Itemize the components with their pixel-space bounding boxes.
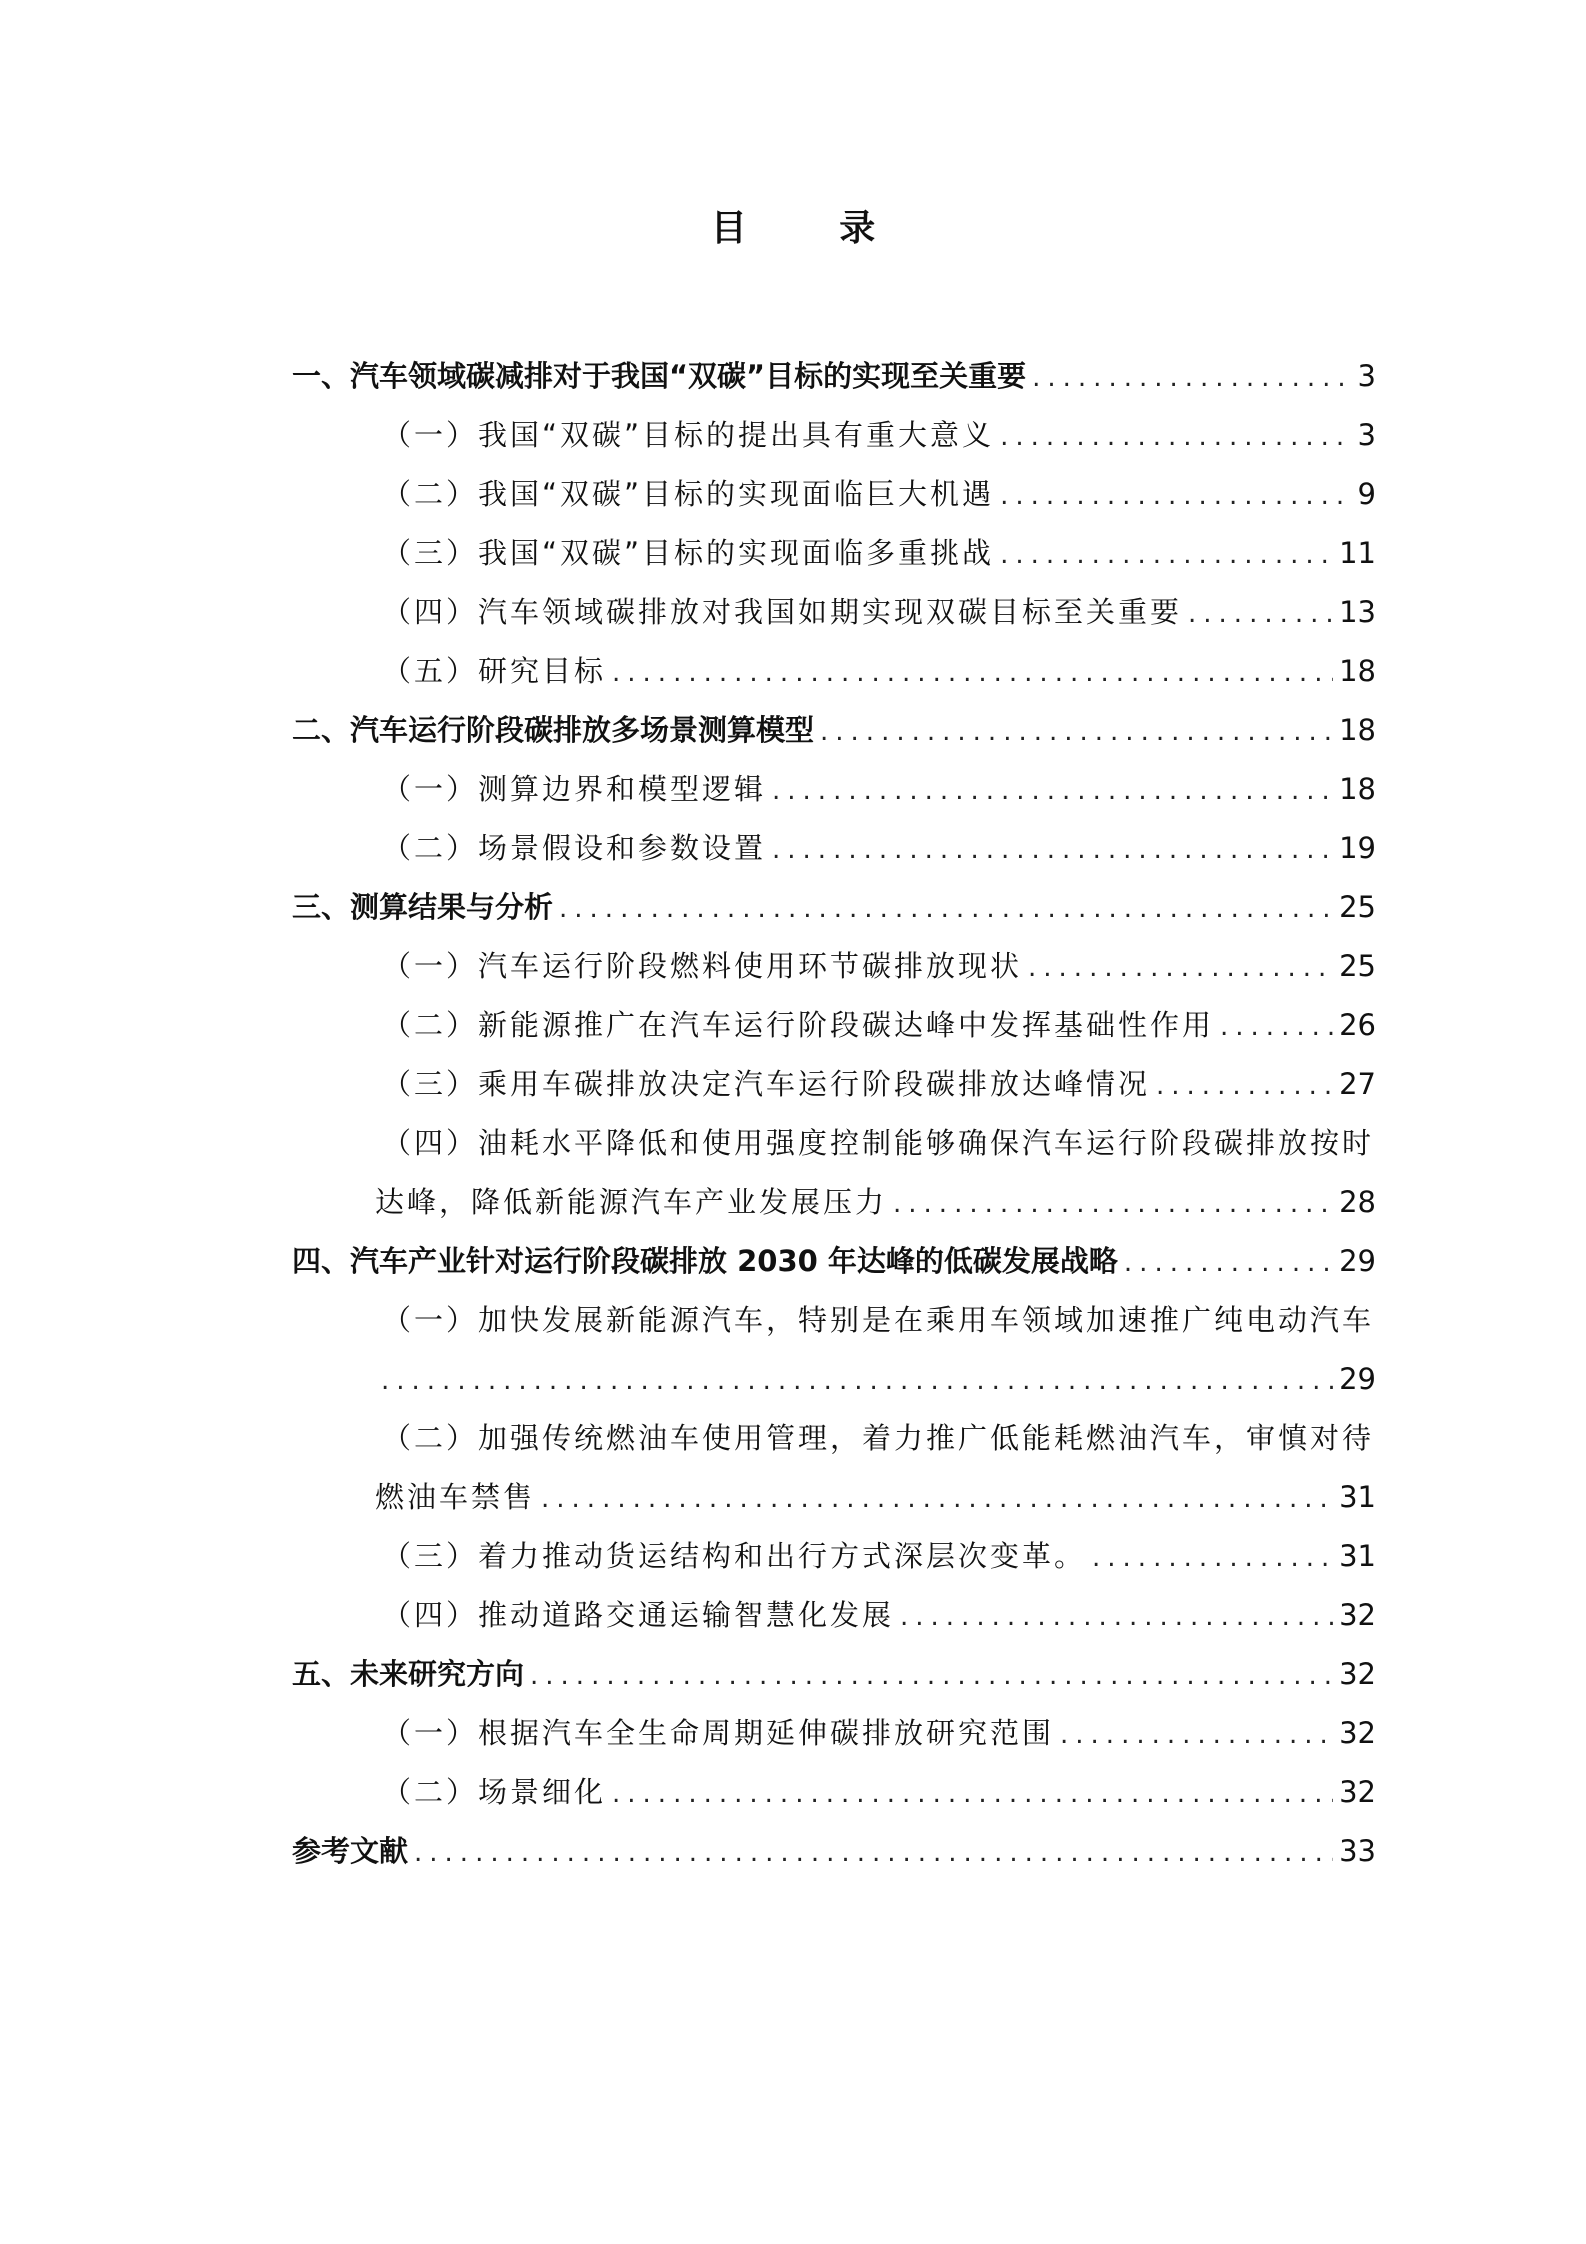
toc-entry-continuation[interactable] <box>375 1355 1376 1403</box>
leader-dots <box>1092 1534 1333 1582</box>
leader-dots <box>1220 1003 1333 1051</box>
toc-entry-page: 33 <box>1339 1834 1376 1868</box>
toc-entry-label: （二）新能源推广在汽车运行阶段碳达峰中发挥基础性作用 <box>382 1008 1215 1042</box>
toc-entry-label: （二）场景假设和参数设置 <box>382 831 767 865</box>
toc-entry-label: 参考文献 <box>292 1834 409 1868</box>
toc-entry-page: 28 <box>1339 1185 1376 1219</box>
toc-entry[interactable] <box>382 1591 1376 1639</box>
toc-entry[interactable] <box>382 1414 1376 1462</box>
leader-dots <box>1000 472 1351 520</box>
toc-entry-label: （二）我国“双碳”目标的实现面临巨大机遇 <box>382 477 995 511</box>
toc-entry-page: 26 <box>1339 1008 1376 1042</box>
leader-dots <box>1060 1711 1333 1759</box>
toc-entry[interactable] <box>382 765 1376 813</box>
leader-dots <box>772 767 1333 815</box>
toc-entry[interactable] <box>382 647 1376 695</box>
toc-entry-label: （二）加强传统燃油车使用管理，着力推广低能耗燃油汽车，审慎对待 <box>382 1421 1375 1455</box>
toc-entry[interactable] <box>382 1768 1376 1816</box>
leader-dots <box>414 1829 1333 1877</box>
leader-dots <box>559 885 1333 933</box>
toc-entry[interactable] <box>382 411 1376 459</box>
toc-entry[interactable] <box>382 942 1376 990</box>
toc-entry-page: 18 <box>1339 713 1376 747</box>
toc-entry-label: 燃油车禁售 <box>375 1480 536 1514</box>
leader-dots <box>530 1652 1333 1700</box>
toc-entry-label: 达峰，降低新能源汽车产业发展压力 <box>375 1185 888 1219</box>
toc-entry-page: 19 <box>1339 831 1376 865</box>
leader-dots <box>1000 531 1333 579</box>
toc-entry-page: 3 <box>1357 418 1376 452</box>
toc-entry-page: 18 <box>1339 654 1376 688</box>
toc-entry[interactable] <box>292 706 1376 754</box>
leader-dots <box>1032 354 1351 402</box>
toc-entry-label: （二）场景细化 <box>382 1775 607 1809</box>
toc-entry-page: 9 <box>1357 477 1376 511</box>
toc-entry-label: （一）根据汽车全生命周期延伸碳排放研究范围 <box>382 1716 1055 1750</box>
leader-dots <box>612 1770 1333 1818</box>
toc-entry-page: 18 <box>1339 772 1376 806</box>
toc-entry[interactable] <box>382 1532 1376 1580</box>
toc-entry-continuation[interactable] <box>375 1178 1376 1226</box>
toc-entry-page: 32 <box>1339 1716 1376 1750</box>
toc-entry-label: （四）推动道路交通运输智慧化发展 <box>382 1598 895 1632</box>
toc-entry-page: 32 <box>1339 1657 1376 1691</box>
toc-entry-label: （五）研究目标 <box>382 654 607 688</box>
leader-dots <box>1156 1062 1333 1110</box>
leader-dots <box>820 708 1333 756</box>
page-title: 目 录 <box>710 208 916 249</box>
toc-entry-label: 三、测算结果与分析 <box>292 890 554 924</box>
toc-entry-label: （三）我国“双碳”目标的实现面临多重挑战 <box>382 536 995 570</box>
toc-entry-page: 3 <box>1357 359 1376 393</box>
leader-dots <box>1028 944 1333 992</box>
toc-entry[interactable] <box>382 588 1376 636</box>
leader-dots <box>900 1593 1333 1641</box>
toc-entry-page: 13 <box>1339 595 1376 629</box>
toc-entry-page: 31 <box>1339 1539 1376 1573</box>
toc-entry[interactable] <box>382 1119 1376 1167</box>
toc-entry[interactable] <box>292 352 1376 400</box>
leader-dots <box>1124 1239 1333 1287</box>
toc-entry-page: 29 <box>1339 1244 1376 1278</box>
toc-entry-page: 11 <box>1339 536 1376 570</box>
leader-dots <box>893 1180 1333 1228</box>
toc-entry-label: 二、汽车运行阶段碳排放多场景测算模型 <box>292 713 815 747</box>
toc-entry[interactable] <box>292 1650 1376 1698</box>
toc-entry[interactable] <box>382 470 1376 518</box>
leader-dots <box>772 826 1333 874</box>
toc-entry-label: 四、汽车产业针对运行阶段碳排放 2030 年达峰的低碳发展战略 <box>292 1244 1118 1278</box>
leader-dots <box>1000 413 1351 461</box>
toc-entry-label: （一）我国“双碳”目标的提出具有重大意义 <box>382 418 995 452</box>
leader-dots <box>381 1357 1333 1405</box>
toc-entry-label: 一、汽车领域碳减排对于我国“双碳”目标的实现至关重要 <box>292 359 1027 393</box>
toc-entry-label: （三）乘用车碳排放决定汽车运行阶段碳排放达峰情况 <box>382 1067 1151 1101</box>
leader-dots <box>1188 590 1333 638</box>
toc-entry-continuation[interactable] <box>375 1473 1376 1521</box>
toc-entry[interactable] <box>382 1709 1376 1757</box>
toc-entry-page: 25 <box>1339 949 1376 983</box>
toc-entry-label: （四）油耗水平降低和使用强度控制能够确保汽车运行阶段碳排放按时 <box>382 1126 1375 1160</box>
toc-entry-label: （一）测算边界和模型逻辑 <box>382 772 767 806</box>
toc-entry-label: （一）汽车运行阶段燃料使用环节碳排放现状 <box>382 949 1023 983</box>
toc-entry-page: 29 <box>1339 1362 1376 1396</box>
toc-entry-label: 五、未来研究方向 <box>292 1657 525 1691</box>
toc-entry-page: 27 <box>1339 1067 1376 1101</box>
toc-entry[interactable] <box>292 1237 1376 1285</box>
toc-entry[interactable] <box>382 529 1376 577</box>
toc-entry[interactable] <box>292 883 1376 931</box>
toc-entry[interactable] <box>382 1296 1376 1344</box>
toc-entry-label: （一）加快发展新能源汽车，特别是在乘用车领域加速推广纯电动汽车 <box>382 1303 1375 1337</box>
toc-entry-page: 25 <box>1339 890 1376 924</box>
leader-dots <box>612 649 1333 697</box>
toc-entry[interactable] <box>292 1827 1376 1875</box>
toc-entry-page: 32 <box>1339 1598 1376 1632</box>
toc-entry-label: （三）着力推动货运结构和出行方式深层次变革。 <box>382 1539 1087 1573</box>
toc-entry[interactable] <box>382 1060 1376 1108</box>
leader-dots <box>541 1475 1333 1523</box>
toc-entry-label: （四）汽车领域碳排放对我国如期实现双碳目标至关重要 <box>382 595 1183 629</box>
toc-entry-page: 31 <box>1339 1480 1376 1514</box>
toc-entry[interactable] <box>382 1001 1376 1049</box>
toc-entry-page: 32 <box>1339 1775 1376 1809</box>
toc-entry[interactable] <box>382 824 1376 872</box>
